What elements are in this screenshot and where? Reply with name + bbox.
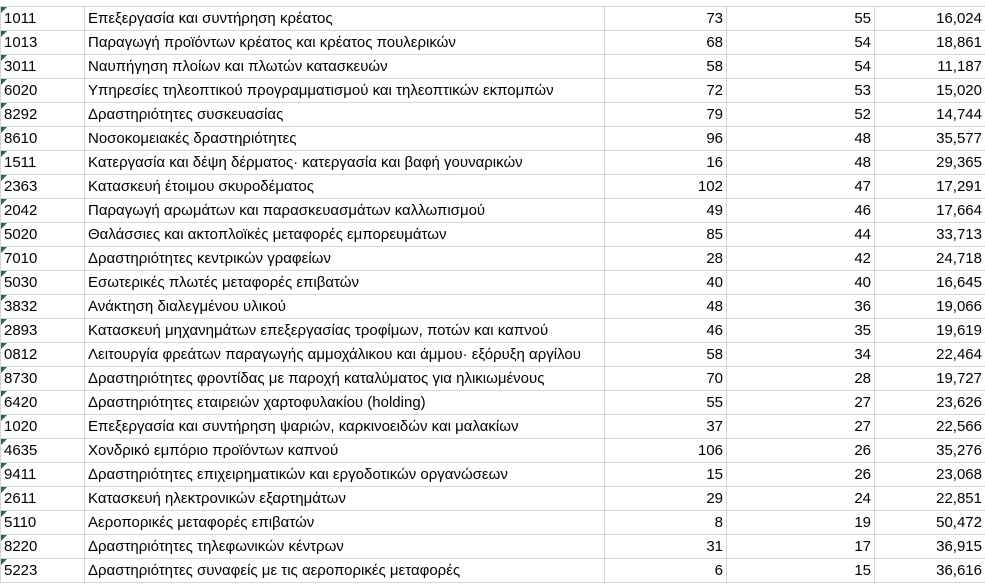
value-cell-3[interactable]: 35,577 <box>875 127 985 151</box>
description-cell[interactable]: Επεξεργασία και συντήρηση κρέατος <box>85 7 605 31</box>
code-cell[interactable]: 3832 <box>1 295 85 319</box>
value-cell-2[interactable]: 54 <box>727 55 875 79</box>
description-cell[interactable]: Λειτουργία φρεάτων παραγωγής αμμοχάλικου και άμμου· εξόρυξη αργίλου <box>85 343 605 367</box>
code-cell[interactable]: 5223 <box>1 559 85 583</box>
value-cell-2[interactable]: 46 <box>727 199 875 223</box>
code-cell[interactable]: 6020 <box>1 79 85 103</box>
value-cell-2[interactable]: 48 <box>727 151 875 175</box>
value-cell-2[interactable]: 48 <box>727 127 875 151</box>
description-cell[interactable]: Εσωτερικές πλωτές μεταφορές επιβατών <box>85 271 605 295</box>
code-cell[interactable]: 8730 <box>1 367 85 391</box>
value-cell-1[interactable]: 102 <box>605 175 727 199</box>
value-cell-3[interactable]: 19,619 <box>875 319 985 343</box>
value-cell-1[interactable]: 49 <box>605 199 727 223</box>
value-cell-3[interactable]: 36,915 <box>875 535 985 559</box>
value-cell-1[interactable]: 106 <box>605 439 727 463</box>
value-cell-3[interactable]: 14,744 <box>875 103 985 127</box>
value-cell-2[interactable]: 55 <box>727 7 875 31</box>
description-cell[interactable]: Θαλάσσιες και ακτοπλοϊκές μεταφορές εμπορευμάτων <box>85 223 605 247</box>
description-cell[interactable]: Δραστηριότητες συναφείς με τις αεροπορικές μεταφορές <box>85 559 605 583</box>
value-cell-2[interactable]: 40 <box>727 271 875 295</box>
value-cell-3[interactable]: 15,020 <box>875 79 985 103</box>
value-cell-3[interactable]: 16,024 <box>875 7 985 31</box>
code-cell[interactable]: 8292 <box>1 103 85 127</box>
value-cell-2[interactable]: 24 <box>727 487 875 511</box>
table-row <box>1 295 985 319</box>
description-cell[interactable]: Δραστηριότητες κεντρικών γραφείων <box>85 247 605 271</box>
description-cell[interactable]: Χονδρικό εμπόριο προϊόντων καπνού <box>85 439 605 463</box>
table-row <box>1 535 985 559</box>
value-cell-1[interactable]: 40 <box>605 271 727 295</box>
value-cell-3[interactable]: 19,727 <box>875 367 985 391</box>
value-cell-1[interactable]: 48 <box>605 295 727 319</box>
value-cell-3[interactable]: 36,616 <box>875 559 985 583</box>
value-cell-1[interactable]: 16 <box>605 151 727 175</box>
table-row <box>1 199 985 223</box>
table-row <box>1 55 985 79</box>
value-cell-1[interactable]: 37 <box>605 415 727 439</box>
value-cell-3[interactable]: 11,187 <box>875 55 985 79</box>
value-cell-2[interactable]: 19 <box>727 511 875 535</box>
table-row <box>1 439 985 463</box>
table-row <box>1 175 985 199</box>
value-cell-1[interactable]: 58 <box>605 343 727 367</box>
code-cell[interactable]: 8220 <box>1 535 85 559</box>
value-cell-3[interactable]: 22,566 <box>875 415 985 439</box>
table-row <box>1 559 985 583</box>
description-cell[interactable]: Δραστηριότητες συσκευασίας <box>85 103 605 127</box>
code-cell[interactable]: 2611 <box>1 487 85 511</box>
value-cell-1[interactable]: 85 <box>605 223 727 247</box>
value-cell-3[interactable]: 22,464 <box>875 343 985 367</box>
description-cell[interactable]: Δραστηριότητες φροντίδας με παροχή καταλύματος για ηλικιωμένους <box>85 367 605 391</box>
table-row <box>1 7 985 31</box>
value-cell-3[interactable]: 24,718 <box>875 247 985 271</box>
value-cell-3[interactable]: 18,861 <box>875 31 985 55</box>
code-cell[interactable]: 0812 <box>1 343 85 367</box>
code-cell[interactable]: 1511 <box>1 151 85 175</box>
code-cell[interactable]: 2363 <box>1 175 85 199</box>
description-cell[interactable]: Επεξεργασία και συντήρηση ψαριών, καρκινοειδών και μαλακίων <box>85 415 605 439</box>
value-cell-1[interactable]: 31 <box>605 535 727 559</box>
value-cell-1[interactable]: 58 <box>605 55 727 79</box>
value-cell-2[interactable]: 27 <box>727 391 875 415</box>
description-cell[interactable]: Ανάκτηση διαλεγμένου υλικού <box>85 295 605 319</box>
table-row <box>1 511 985 535</box>
description-cell[interactable]: Κατασκευή μηχανημάτων επεξεργασίας τροφίμων, ποτών και καπνού <box>85 319 605 343</box>
value-cell-2[interactable]: 26 <box>727 439 875 463</box>
description-cell[interactable]: Υπηρεσίες τηλεοπτικού προγραμματισμού και τηλεοπτικών εκπομπών <box>85 79 605 103</box>
table-row <box>1 223 985 247</box>
code-cell[interactable]: 5020 <box>1 223 85 247</box>
table-row <box>1 415 985 439</box>
value-cell-3[interactable]: 33,713 <box>875 223 985 247</box>
code-cell[interactable]: 3011 <box>1 55 85 79</box>
description-cell[interactable]: Ναυπήγηση πλοίων και πλωτών κατασκευών <box>85 55 605 79</box>
code-cell[interactable]: 1011 <box>1 7 85 31</box>
value-cell-2[interactable]: 47 <box>727 175 875 199</box>
value-cell-1[interactable]: 46 <box>605 319 727 343</box>
table-row <box>1 247 985 271</box>
value-cell-3[interactable]: 16,645 <box>875 271 985 295</box>
code-cell[interactable]: 1013 <box>1 31 85 55</box>
value-cell-2[interactable]: 26 <box>727 463 875 487</box>
value-cell-3[interactable]: 22,851 <box>875 487 985 511</box>
table-row <box>1 487 985 511</box>
table-row <box>1 391 985 415</box>
description-cell[interactable]: Δραστηριότητες τηλεφωνικών κέντρων <box>85 535 605 559</box>
table-row <box>1 319 985 343</box>
code-cell[interactable]: 6420 <box>1 391 85 415</box>
value-cell-1[interactable]: 8 <box>605 511 727 535</box>
table-row <box>1 31 985 55</box>
value-cell-3[interactable]: 29,365 <box>875 151 985 175</box>
code-cell[interactable]: 5110 <box>1 511 85 535</box>
value-cell-2[interactable]: 35 <box>727 319 875 343</box>
value-cell-2[interactable]: 27 <box>727 415 875 439</box>
table-row <box>1 367 985 391</box>
description-cell[interactable]: Νοσοκομειακές δραστηριότητες <box>85 127 605 151</box>
value-cell-3[interactable]: 23,068 <box>875 463 985 487</box>
value-cell-2[interactable]: 28 <box>727 367 875 391</box>
value-cell-2[interactable]: 52 <box>727 103 875 127</box>
value-cell-2[interactable]: 17 <box>727 535 875 559</box>
spreadsheet-body <box>1 7 985 583</box>
value-cell-1[interactable]: 6 <box>605 559 727 583</box>
table-row <box>1 343 985 367</box>
code-cell[interactable]: 2042 <box>1 199 85 223</box>
code-cell[interactable]: 7010 <box>1 247 85 271</box>
description-cell[interactable]: Κατασκευή ηλεκτρονικών εξαρτημάτων <box>85 487 605 511</box>
value-cell-1[interactable]: 70 <box>605 367 727 391</box>
table-row <box>1 103 985 127</box>
code-cell[interactable]: 5030 <box>1 271 85 295</box>
value-cell-1[interactable]: 55 <box>605 391 727 415</box>
value-cell-2[interactable]: 53 <box>727 79 875 103</box>
value-cell-3[interactable]: 17,291 <box>875 175 985 199</box>
code-cell[interactable]: 4635 <box>1 439 85 463</box>
value-cell-3[interactable]: 35,276 <box>875 439 985 463</box>
spreadsheet-grid <box>0 6 985 583</box>
table-row <box>1 271 985 295</box>
value-cell-1[interactable]: 72 <box>605 79 727 103</box>
description-cell[interactable]: Δραστηριότητες επιχειρηματικών και εργοδοτικών οργανώσεων <box>85 463 605 487</box>
description-cell[interactable]: Κατεργασία και δέψη δέρματος· κατεργασία και βαφή γουναρικών <box>85 151 605 175</box>
description-cell[interactable]: Κατασκευή έτοιμου σκυροδέματος <box>85 175 605 199</box>
value-cell-3[interactable]: 17,664 <box>875 199 985 223</box>
table-row <box>1 463 985 487</box>
description-cell[interactable]: Δραστηριότητες εταιρειών χαρτοφυλακίου (holding) <box>85 391 605 415</box>
table-row <box>1 151 985 175</box>
value-cell-1[interactable]: 73 <box>605 7 727 31</box>
description-cell[interactable]: Παραγωγή αρωμάτων και παρασκευασμάτων καλλωπισμού <box>85 199 605 223</box>
table-row <box>1 79 985 103</box>
value-cell-1[interactable]: 29 <box>605 487 727 511</box>
value-cell-2[interactable]: 36 <box>727 295 875 319</box>
code-cell[interactable]: 8610 <box>1 127 85 151</box>
value-cell-1[interactable]: 79 <box>605 103 727 127</box>
description-cell[interactable]: Αεροπορικές μεταφορές επιβατών <box>85 511 605 535</box>
value-cell-1[interactable]: 96 <box>605 127 727 151</box>
value-cell-3[interactable]: 23,626 <box>875 391 985 415</box>
value-cell-2[interactable]: 44 <box>727 223 875 247</box>
value-cell-2[interactable]: 34 <box>727 343 875 367</box>
code-cell[interactable]: 9411 <box>1 463 85 487</box>
description-cell[interactable]: Παραγωγή προϊόντων κρέατος και κρέατος πουλερικών <box>85 31 605 55</box>
code-cell[interactable]: 1020 <box>1 415 85 439</box>
value-cell-3[interactable]: 50,472 <box>875 511 985 535</box>
code-cell[interactable]: 2893 <box>1 319 85 343</box>
value-cell-1[interactable]: 15 <box>605 463 727 487</box>
value-cell-2[interactable]: 54 <box>727 31 875 55</box>
value-cell-1[interactable]: 68 <box>605 31 727 55</box>
value-cell-1[interactable]: 28 <box>605 247 727 271</box>
value-cell-2[interactable]: 15 <box>727 559 875 583</box>
value-cell-2[interactable]: 42 <box>727 247 875 271</box>
value-cell-3[interactable]: 19,066 <box>875 295 985 319</box>
table-row <box>1 127 985 151</box>
